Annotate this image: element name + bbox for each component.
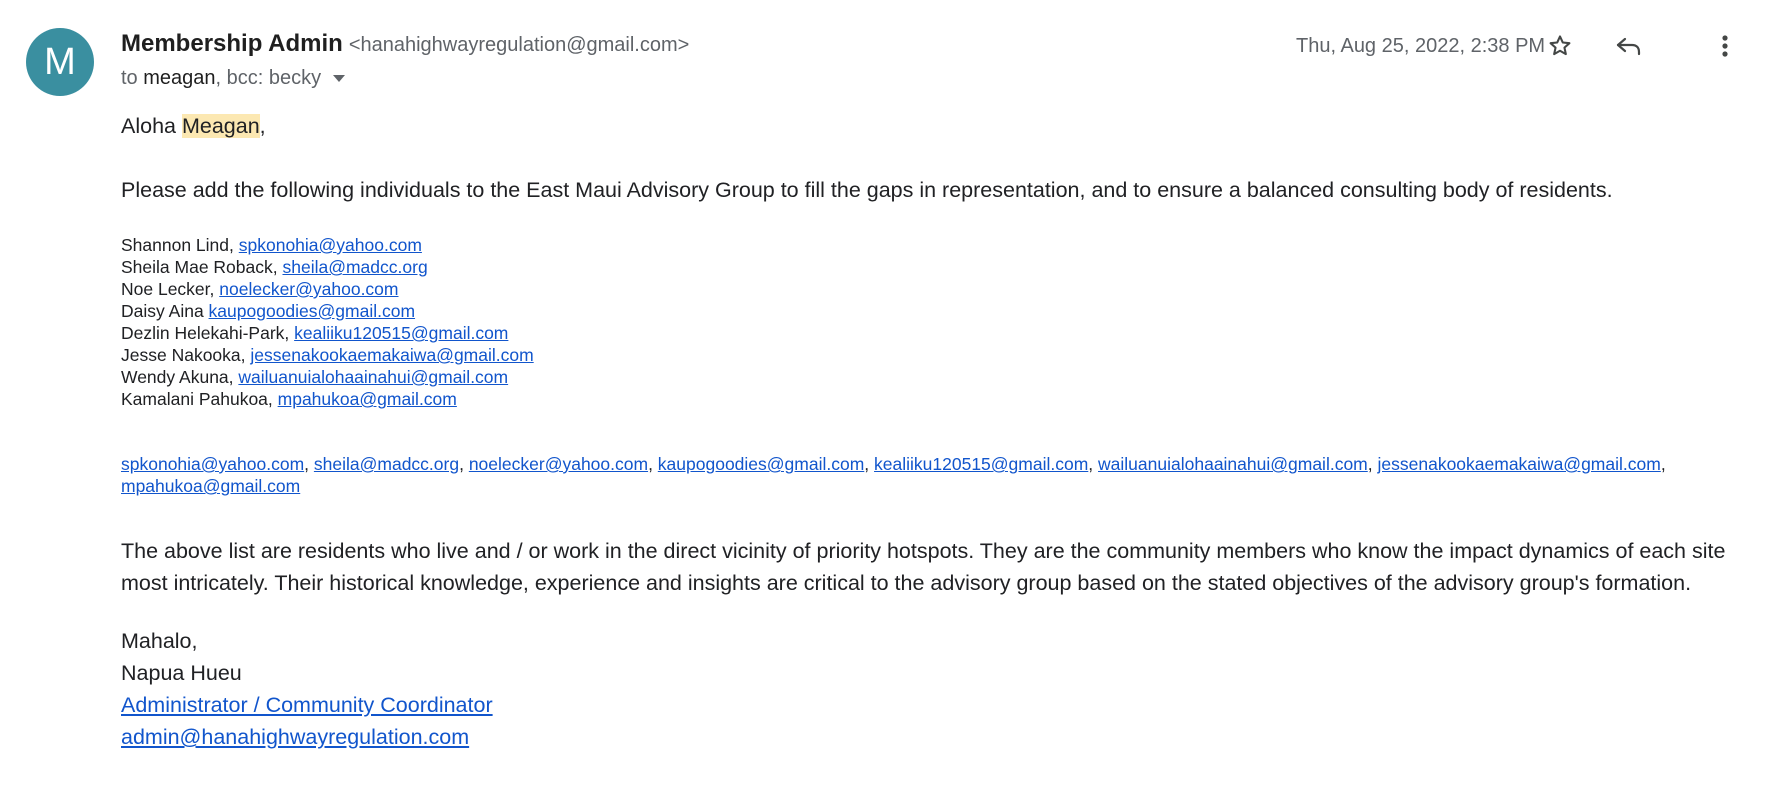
greeting-name: Meagan (181, 114, 260, 138)
contact-name: Noe Lecker, (121, 279, 220, 299)
contact-email-link[interactable]: kaupogoodies@gmail.com (208, 301, 416, 321)
show-details-chevron-down-icon[interactable] (333, 75, 345, 82)
email-list-link[interactable]: jessenakookaemakaiwa@gmail.com (1377, 454, 1661, 474)
signature (121, 625, 1741, 753)
signer-email-link[interactable]: admin@hanahighwayregulation.com (121, 725, 470, 749)
contact-row (121, 366, 1741, 388)
contact-email-link[interactable]: noelecker@yahoo.com (219, 279, 399, 299)
signer-name: Napua Hueu (121, 661, 242, 685)
contact-email-link[interactable]: mpahukoa@gmail.com (277, 389, 457, 409)
more-vert-icon[interactable] (1705, 28, 1745, 64)
email-list-separator: , (459, 454, 469, 474)
email-address-list (121, 453, 1741, 497)
contact-email-link[interactable]: kealiiku120515@gmail.com (294, 323, 509, 343)
email-list-separator: , (1367, 454, 1378, 474)
email-list-separator: , (304, 454, 314, 474)
email-list-separator: , (1660, 454, 1671, 474)
contact-name: Dezlin Helekahi-Park, (121, 323, 295, 343)
contact-name: Sheila Mae Roback, (121, 257, 283, 277)
contact-row (121, 388, 1741, 410)
contact-row (121, 278, 1741, 300)
recipient-bcc: becky (268, 66, 322, 89)
contact-row (121, 322, 1741, 344)
star-icon[interactable] (1540, 28, 1580, 64)
email-list-separator: , (1088, 454, 1099, 474)
message-date: Thu, Aug 25, 2022, 2:38 PM (1296, 35, 1546, 57)
contact-row (121, 234, 1741, 256)
email-list-link[interactable]: sheila@madcc.org (313, 454, 460, 474)
contact-name: Wendy Akuna, (121, 367, 239, 387)
contact-row (121, 256, 1741, 278)
greeting-prefix: Aloha (121, 114, 182, 138)
contact-email-link[interactable]: wailuanuialohaainahui@gmail.com (238, 367, 509, 387)
sender-email[interactable]: <hanahighwayregulation@gmail.com> (348, 34, 690, 56)
message-body (121, 110, 1741, 753)
signer-title-link[interactable]: Administrator / Community Coordinator (121, 693, 493, 717)
email-list-separator: , (648, 454, 658, 474)
recipients-line (121, 64, 1770, 92)
contact-list (121, 234, 1741, 410)
contact-name: Jesse Nakooka, (121, 345, 251, 365)
contact-name: Kamalani Pahukoa, (121, 389, 278, 409)
email-list-link[interactable]: kaupogoodies@gmail.com (657, 454, 865, 474)
avatar-letter: M (44, 40, 76, 83)
contact-row (121, 300, 1741, 322)
contact-name: Daisy Aina (121, 301, 209, 321)
reply-icon[interactable] (1609, 28, 1649, 64)
sender-name[interactable]: Membership Admin (121, 30, 343, 57)
recipients-prefix: to (121, 66, 144, 89)
contact-name: Shannon Lind, (121, 235, 239, 255)
email-list-separator: , (864, 454, 875, 474)
contact-row (121, 344, 1741, 366)
contact-email-link[interactable]: sheila@madcc.org (282, 257, 428, 277)
email-list-link[interactable]: kealiiku120515@gmail.com (874, 454, 1089, 474)
recipients-separator: , bcc: (215, 66, 269, 89)
contact-email-link[interactable]: jessenakookaemakaiwa@gmail.com (250, 345, 534, 365)
context-paragraph: The above list are residents who live and / or work in the direct vicinity of priority hotspots. They are the community members who know the impact dynamics of each site most intricately. Their historical knowledge, experience and insights are critical to the advisory group based on the stated objectives of the advisory group's formation. (121, 539, 1726, 595)
email-list-link[interactable]: spkonohia@yahoo.com (121, 454, 305, 474)
contact-email-link[interactable]: spkonohia@yahoo.com (238, 235, 422, 255)
sender-avatar (26, 28, 94, 96)
request-paragraph: Please add the following individuals to the East Maui Advisory Group to fill the gaps in representation, and to ensure a balanced consulting body of residents. (121, 178, 1613, 202)
email-list-link[interactable]: wailuanuialohaainahui@gmail.com (1098, 454, 1368, 474)
email-list-link[interactable]: noelecker@yahoo.com (468, 454, 649, 474)
email-list-link[interactable]: mpahukoa@gmail.com (121, 476, 301, 496)
signoff: Mahalo, (121, 629, 198, 653)
greeting-suffix: , (259, 114, 266, 138)
recipient-to: meagan (143, 66, 216, 89)
greeting (121, 110, 1741, 142)
